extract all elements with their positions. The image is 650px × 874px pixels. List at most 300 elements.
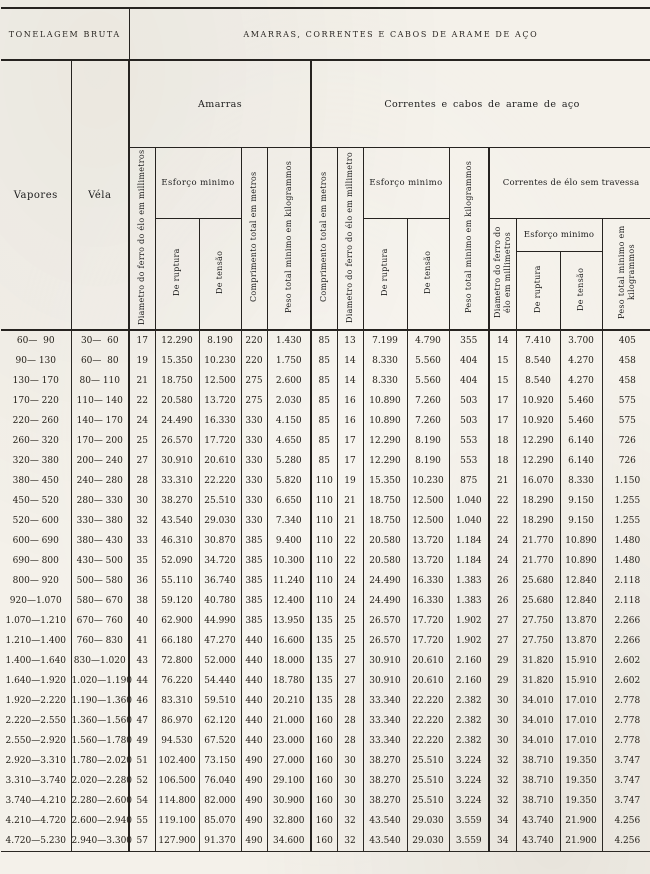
cell: 2.602 xyxy=(602,651,650,671)
cell: 67.520 xyxy=(199,731,241,751)
table-row xyxy=(1,330,650,351)
table-row xyxy=(1,571,650,591)
col-vapores: Vapores xyxy=(1,60,71,330)
cell: 405 xyxy=(602,330,650,351)
cell: 28 xyxy=(337,691,363,711)
table-row xyxy=(1,731,650,751)
cell: 29 xyxy=(489,651,516,671)
cell: 330 xyxy=(241,471,267,491)
cell: 330 xyxy=(241,431,267,451)
cell: 21 xyxy=(489,471,516,491)
cell: 21.900 xyxy=(560,831,602,852)
cell: 30 xyxy=(489,731,516,751)
cell: 54.440 xyxy=(199,671,241,691)
col-amarras-peso xyxy=(267,148,311,331)
cell: 490 xyxy=(241,811,267,831)
cell: 60— 80 xyxy=(71,351,129,371)
cell: 5.820 xyxy=(267,471,311,491)
cell: 43.740 xyxy=(516,831,560,852)
table-row xyxy=(1,791,650,811)
cell: 220— 260 xyxy=(1,411,71,431)
cell: 15.910 xyxy=(560,671,602,691)
cell: 3.747 xyxy=(602,751,650,771)
cell: 18 xyxy=(489,451,516,471)
cell: 30.870 xyxy=(199,531,241,551)
cell: 47 xyxy=(129,711,155,731)
cell: 24.490 xyxy=(363,591,407,611)
cell: 85 xyxy=(311,411,337,431)
cell: 385 xyxy=(241,591,267,611)
cell: 40.780 xyxy=(199,591,241,611)
cell: 27 xyxy=(337,651,363,671)
cell: 14 xyxy=(489,330,516,351)
cell: 38.270 xyxy=(363,791,407,811)
cell: 440 xyxy=(241,711,267,731)
cell: 10.230 xyxy=(199,351,241,371)
cell: 520— 600 xyxy=(1,511,71,531)
cell: 12.290 xyxy=(363,431,407,451)
cell: 27 xyxy=(489,631,516,651)
cell: 1.560—1.780 xyxy=(71,731,129,751)
cell: 3.224 xyxy=(449,791,489,811)
cell: 38.270 xyxy=(363,751,407,771)
table-row xyxy=(1,831,650,852)
cell: 25.510 xyxy=(407,791,449,811)
col-elo-peso xyxy=(602,219,650,331)
cell: 220 xyxy=(241,351,267,371)
table-row xyxy=(1,591,650,611)
cell: 17.010 xyxy=(560,691,602,711)
cell: 830—1.020 xyxy=(71,651,129,671)
cell: 10.890 xyxy=(560,551,602,571)
cell: 553 xyxy=(449,451,489,471)
cell: 29.100 xyxy=(267,771,311,791)
cell: 553 xyxy=(449,431,489,451)
cell: 32 xyxy=(337,811,363,831)
cell: 4.256 xyxy=(602,811,650,831)
cell: 690— 800 xyxy=(1,551,71,571)
cell: 80— 110 xyxy=(71,371,129,391)
cell: 875 xyxy=(449,471,489,491)
table-row xyxy=(1,631,650,651)
col-amarras-ruptura-label: De ruptura xyxy=(172,248,182,296)
cell: 13.720 xyxy=(407,531,449,551)
col-elo-tensao-label: De tensão xyxy=(576,266,586,311)
cell: 85 xyxy=(311,330,337,351)
cell: 38 xyxy=(129,591,155,611)
cell: 18.750 xyxy=(363,491,407,511)
cell: 110 xyxy=(311,591,337,611)
cell: 160 xyxy=(311,831,337,852)
cell: 32.800 xyxy=(267,811,311,831)
cell: 5.560 xyxy=(407,371,449,391)
cell: 83.310 xyxy=(155,691,199,711)
cell: 2.920—3.310 xyxy=(1,751,71,771)
cell: 160 xyxy=(311,771,337,791)
col-vela: Véla xyxy=(71,60,129,330)
cell: 7.410 xyxy=(516,330,560,351)
cell: 57 xyxy=(129,831,155,852)
cell: 82.000 xyxy=(199,791,241,811)
cell: 135 xyxy=(311,651,337,671)
cell: 20.610 xyxy=(407,671,449,691)
cell: 170— 220 xyxy=(1,391,71,411)
table-row xyxy=(1,451,650,471)
table-row xyxy=(1,671,650,691)
cell: 17.010 xyxy=(560,711,602,731)
cell: 52.090 xyxy=(155,551,199,571)
cell: 800— 920 xyxy=(1,571,71,591)
cell: 4.256 xyxy=(602,831,650,852)
cell: 10.890 xyxy=(363,391,407,411)
group-correntes-esforco-minimo: Esforço minimo xyxy=(363,148,449,219)
cell: 2.280—2.600 xyxy=(71,791,129,811)
cell: 24 xyxy=(489,531,516,551)
cell: 1.383 xyxy=(449,571,489,591)
cell: 22 xyxy=(489,491,516,511)
cell: 7.340 xyxy=(267,511,311,531)
cell: 32 xyxy=(489,771,516,791)
cell: 1.020—1.190 xyxy=(71,671,129,691)
cell: 3.310—3.740 xyxy=(1,771,71,791)
cell: 29.030 xyxy=(199,511,241,531)
cell: 24 xyxy=(337,571,363,591)
cell: 10.920 xyxy=(516,391,560,411)
cell: 3.224 xyxy=(449,751,489,771)
cell: 25 xyxy=(337,631,363,651)
cell: 1.184 xyxy=(449,531,489,551)
cell: 28 xyxy=(129,471,155,491)
col-correntes-ruptura-label: De ruptura xyxy=(380,248,390,296)
table-row xyxy=(1,651,650,671)
cell: 40 xyxy=(129,611,155,631)
cell: 10.230 xyxy=(407,471,449,491)
cell: 1.780—2.020 xyxy=(71,751,129,771)
cell: 14 xyxy=(337,351,363,371)
col-correntes-diametro xyxy=(337,148,363,331)
cell: 3.747 xyxy=(602,771,650,791)
cell: 13.720 xyxy=(199,391,241,411)
cell: 12.400 xyxy=(267,591,311,611)
cell: 110 xyxy=(311,491,337,511)
cell: 31.820 xyxy=(516,651,560,671)
cell: 16.330 xyxy=(199,411,241,431)
cell: 24 xyxy=(489,551,516,571)
cell: 13.870 xyxy=(560,611,602,631)
table-row xyxy=(1,351,650,371)
cell: 2.940—3.300 xyxy=(71,831,129,852)
table-row xyxy=(1,711,650,731)
table-header xyxy=(1,8,650,330)
cell: 440 xyxy=(241,631,267,651)
cell: 18.750 xyxy=(155,371,199,391)
table-row xyxy=(1,551,650,571)
cell: 760— 830 xyxy=(71,631,129,651)
cell: 26.570 xyxy=(363,631,407,651)
cell: 1.040 xyxy=(449,491,489,511)
cell: 52 xyxy=(129,771,155,791)
cell: 275 xyxy=(241,391,267,411)
cell: 135 xyxy=(311,611,337,631)
cell: 500— 580 xyxy=(71,571,129,591)
cell: 106.500 xyxy=(155,771,199,791)
table-row xyxy=(1,751,650,771)
cell: 490 xyxy=(241,771,267,791)
cell: 1.383 xyxy=(449,591,489,611)
cell: 240— 280 xyxy=(71,471,129,491)
cell: 36.740 xyxy=(199,571,241,591)
cell: 17.010 xyxy=(560,731,602,751)
cell: 17 xyxy=(337,451,363,471)
cell: 25.680 xyxy=(516,571,560,591)
cell: 21.770 xyxy=(516,531,560,551)
cell: 18.750 xyxy=(363,511,407,531)
cell: 21 xyxy=(129,371,155,391)
col-amarras-diametro-label: Diametro do ferro do élo em millimetros xyxy=(137,148,147,325)
cell: 26.570 xyxy=(155,431,199,451)
cell: 6.650 xyxy=(267,491,311,511)
cell: 18.290 xyxy=(516,511,560,531)
group-amarras-esforco-minimo: Esforço minimo xyxy=(155,148,241,219)
cell: 12.840 xyxy=(560,591,602,611)
col-amarras-comprimento-label: Comprimento total em metros xyxy=(249,171,259,302)
cell: 49 xyxy=(129,731,155,751)
cell: 43 xyxy=(129,651,155,671)
cell: 1.430 xyxy=(267,330,311,351)
cell: 726 xyxy=(602,451,650,471)
cell: 52.000 xyxy=(199,651,241,671)
cell: 18.000 xyxy=(267,651,311,671)
cell: 18.290 xyxy=(516,491,560,511)
cell: 21.900 xyxy=(560,811,602,831)
cell: 440 xyxy=(241,671,267,691)
cell: 85 xyxy=(311,431,337,451)
cell: 490 xyxy=(241,791,267,811)
cell: 14 xyxy=(337,371,363,391)
cell: 17.720 xyxy=(199,431,241,451)
table-row xyxy=(1,491,650,511)
cell: 3.747 xyxy=(602,791,650,811)
col-elo-diametro xyxy=(489,219,516,331)
cell: 51 xyxy=(129,751,155,771)
cell: 4.720—5.230 xyxy=(1,831,71,852)
cell: 43.540 xyxy=(155,511,199,531)
cell: 30 xyxy=(489,711,516,731)
table-row xyxy=(1,391,650,411)
cell: 43.540 xyxy=(363,831,407,852)
cell: 22 xyxy=(337,531,363,551)
cell: 9.400 xyxy=(267,531,311,551)
cell: 2.600—2.940 xyxy=(71,811,129,831)
cell: 30.910 xyxy=(363,651,407,671)
cell: 24 xyxy=(129,411,155,431)
cell: 3.559 xyxy=(449,811,489,831)
cell: 76.040 xyxy=(199,771,241,791)
cell: 19.350 xyxy=(560,791,602,811)
cell: 33.340 xyxy=(363,711,407,731)
cell: 34.010 xyxy=(516,731,560,751)
col-correntes-comprimento-label: Comprimento total em metros xyxy=(319,171,329,302)
cell: 32 xyxy=(337,831,363,852)
cell: 15 xyxy=(489,371,516,391)
cell: 22 xyxy=(489,511,516,531)
cell: 25.510 xyxy=(199,491,241,511)
cell: 1.902 xyxy=(449,611,489,631)
cell: 110 xyxy=(311,531,337,551)
cell: 12.290 xyxy=(363,451,407,471)
cell: 10.300 xyxy=(267,551,311,571)
cell: 22.220 xyxy=(407,691,449,711)
cell: 114.800 xyxy=(155,791,199,811)
cell: 25.510 xyxy=(407,771,449,791)
table-row xyxy=(1,811,650,831)
cell: 2.382 xyxy=(449,711,489,731)
cell: 15.350 xyxy=(363,471,407,491)
cell: 8.190 xyxy=(407,431,449,451)
cell: 27.750 xyxy=(516,611,560,631)
cell: 404 xyxy=(449,371,489,391)
cell: 1.480 xyxy=(602,531,650,551)
cell: 1.480 xyxy=(602,551,650,571)
cell: 1.040 xyxy=(449,511,489,531)
cell: 41 xyxy=(129,631,155,651)
cell: 1.360—1.560 xyxy=(71,711,129,731)
cell: 1.210—1.400 xyxy=(1,631,71,651)
cell: 29.030 xyxy=(407,831,449,852)
cell: 490 xyxy=(241,751,267,771)
cell: 1.184 xyxy=(449,551,489,571)
cell: 25 xyxy=(129,431,155,451)
tonnage-rigging-table xyxy=(1,7,650,852)
col-elo-ruptura xyxy=(516,252,560,331)
cell: 2.778 xyxy=(602,731,650,751)
cell: 16.070 xyxy=(516,471,560,491)
cell: 8.540 xyxy=(516,351,560,371)
cell: 440 xyxy=(241,651,267,671)
scanned-table-page xyxy=(0,7,650,874)
cell: 4.270 xyxy=(560,351,602,371)
header-tonelagem-bruta: TONELAGEM BRUTA xyxy=(1,8,129,60)
table-row xyxy=(1,471,650,491)
cell: 85.070 xyxy=(199,811,241,831)
cell: 330 xyxy=(241,451,267,471)
cell: 25.510 xyxy=(407,751,449,771)
cell: 6.140 xyxy=(560,451,602,471)
cell: 110 xyxy=(311,551,337,571)
cell: 575 xyxy=(602,391,650,411)
cell: 385 xyxy=(241,531,267,551)
cell: 2.778 xyxy=(602,711,650,731)
cell: 31.820 xyxy=(516,671,560,691)
cell: 130— 170 xyxy=(1,371,71,391)
col-amarras-diametro xyxy=(129,148,155,331)
cell: 404 xyxy=(449,351,489,371)
cell: 330 xyxy=(241,491,267,511)
cell: 21 xyxy=(337,511,363,531)
cell: 62.900 xyxy=(155,611,199,631)
cell: 85 xyxy=(311,391,337,411)
cell: 13.950 xyxy=(267,611,311,631)
cell: 440 xyxy=(241,691,267,711)
cell: 34.720 xyxy=(199,551,241,571)
cell: 27 xyxy=(129,451,155,471)
cell: 55 xyxy=(129,811,155,831)
cell: 12.500 xyxy=(407,511,449,531)
cell: 5.460 xyxy=(560,391,602,411)
cell: 94.530 xyxy=(155,731,199,751)
cell: 503 xyxy=(449,391,489,411)
col-amarras-tensao xyxy=(199,219,241,331)
cell: 72.800 xyxy=(155,651,199,671)
cell: 726 xyxy=(602,431,650,451)
cell: 30— 60 xyxy=(71,330,129,351)
cell: 2.382 xyxy=(449,731,489,751)
cell: 200— 240 xyxy=(71,451,129,471)
cell: 20.580 xyxy=(363,531,407,551)
cell: 38.710 xyxy=(516,791,560,811)
cell: 2.118 xyxy=(602,571,650,591)
cell: 25.680 xyxy=(516,591,560,611)
cell: 4.270 xyxy=(560,371,602,391)
cell: 355 xyxy=(449,330,489,351)
cell: 9.150 xyxy=(560,491,602,511)
cell: 8.540 xyxy=(516,371,560,391)
cell: 34 xyxy=(489,811,516,831)
cell: 160 xyxy=(311,751,337,771)
cell: 2.118 xyxy=(602,591,650,611)
cell: 38.270 xyxy=(363,771,407,791)
cell: 490 xyxy=(241,831,267,852)
cell: 16.330 xyxy=(407,591,449,611)
cell: 22 xyxy=(129,391,155,411)
cell: 30 xyxy=(337,751,363,771)
cell: 15 xyxy=(489,351,516,371)
cell: 34.010 xyxy=(516,691,560,711)
cell: 28 xyxy=(337,731,363,751)
cell: 2.550—2.920 xyxy=(1,731,71,751)
cell: 1.070—1.210 xyxy=(1,611,71,631)
cell: 73.150 xyxy=(199,751,241,771)
cell: 2.778 xyxy=(602,691,650,711)
cell: 135 xyxy=(311,691,337,711)
cell: 13 xyxy=(337,330,363,351)
cell: 160 xyxy=(311,791,337,811)
col-amarras-tensao-label: De tensão xyxy=(215,250,225,294)
cell: 11.240 xyxy=(267,571,311,591)
cell: 10.890 xyxy=(560,531,602,551)
cell: 34 xyxy=(489,831,516,852)
cell: 24.490 xyxy=(155,411,199,431)
cell: 22.220 xyxy=(407,731,449,751)
cell: 30.910 xyxy=(363,671,407,691)
cell: 12.840 xyxy=(560,571,602,591)
cell: 320— 380 xyxy=(1,451,71,471)
cell: 13.870 xyxy=(560,631,602,651)
cell: 12.500 xyxy=(407,491,449,511)
cell: 29.030 xyxy=(407,811,449,831)
table-row xyxy=(1,431,650,451)
cell: 6.140 xyxy=(560,431,602,451)
cell: 21 xyxy=(337,491,363,511)
table-row xyxy=(1,531,650,551)
cell: 33 xyxy=(129,531,155,551)
cell: 135 xyxy=(311,671,337,691)
cell: 19.350 xyxy=(560,751,602,771)
cell: 4.650 xyxy=(267,431,311,451)
cell: 20.610 xyxy=(199,451,241,471)
cell: 458 xyxy=(602,371,650,391)
table-row xyxy=(1,771,650,791)
